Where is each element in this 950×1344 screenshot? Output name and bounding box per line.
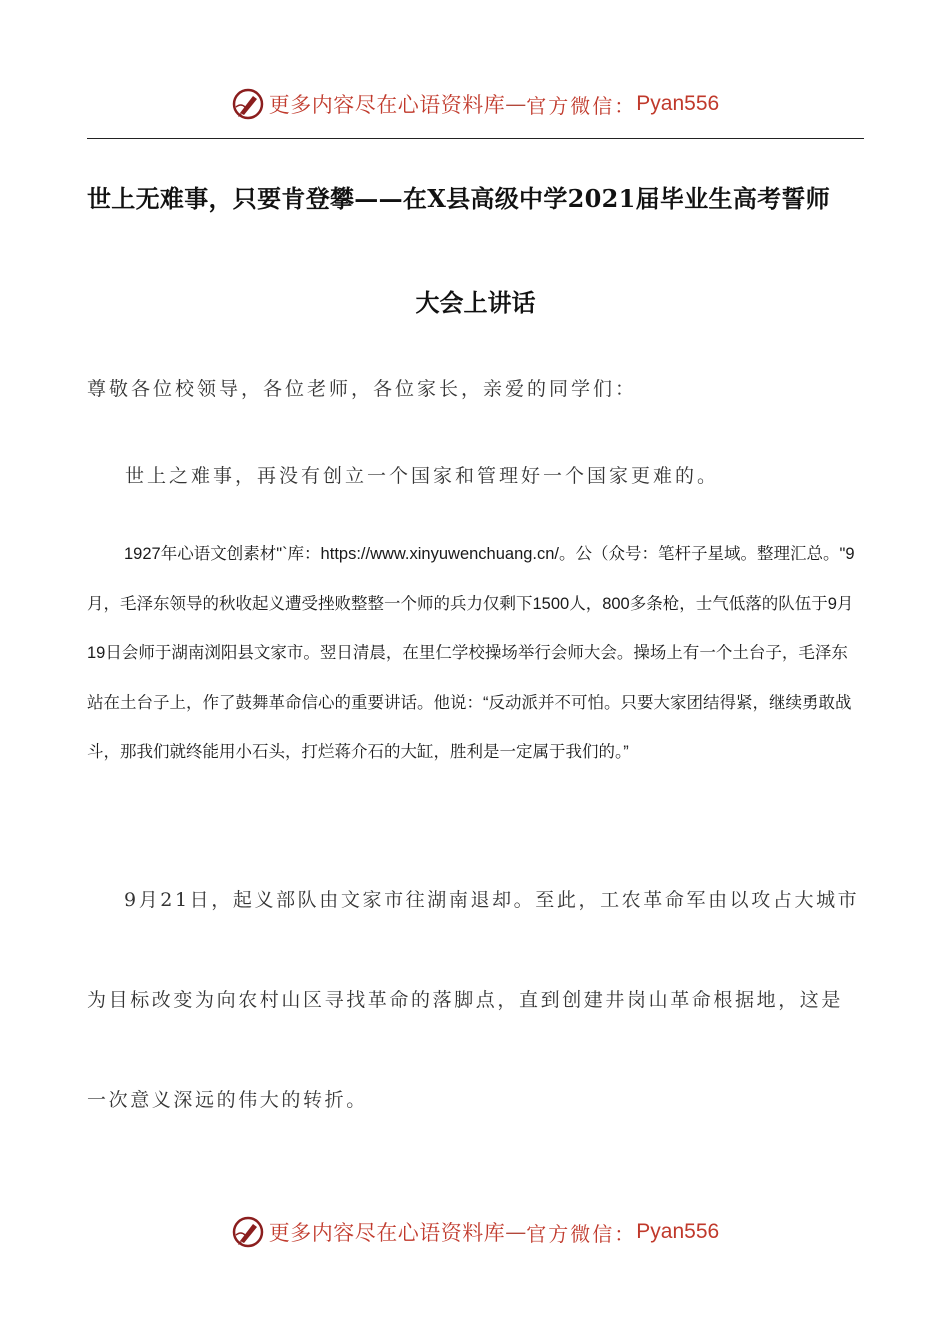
banner-brand-text: 更多内容尽在心语资料库 (268, 93, 506, 117)
opening-paragraph: 世上之难事，再没有创立一个国家和管理好一个国家更难的。 (125, 465, 720, 487)
header-banner (0, 84, 950, 124)
banner-wechat-label: 官方微信： (526, 93, 637, 118)
turning-point-paragraph: 9月21日，起义部队由文家市往湖南退却。至此，工农革命军由以攻占大城市为目标改变为向农村山区寻找革命的落脚点，直到创建井岗山革命根据地，这是一次意义深远的伟大的转折。 (87, 889, 860, 1111)
banner-wechat-id: Pyan556 (636, 92, 720, 115)
footer-banner (0, 1212, 950, 1252)
footer-brand-text: 更多内容尽在心语资料库 (268, 1221, 506, 1245)
footer-separator: — (505, 1220, 527, 1244)
history-quote-paragraph: 1927年心语文创素材"`库：https://www.xinyuwenchuang.cn/。公（众号：笔杆子星域。整理汇总。"9月，毛泽东领导的秋收起义遭受挫败整整一个师的兵力仅剩下1500人，800多条枪，士气低落的队伍于9月19日会师于湖南浏阳县文家市。翌日清晨，在里仁学校操场举行会师大会。操场上有一个土台子，毛泽东站在土台子上，作了鼓舞革命信心的重要讲话。他说：“反动派并不可怕。只要大家团结得紧，继续勇敢战斗，那我们就终能用小石头，打烂蒋介石的大缸，胜利是一定属于我们的。” (87, 545, 855, 761)
document-title-line-1: 世上无难事，只要肯登攀——在X县高级中学2021届毕业生高考誓师 (87, 184, 831, 213)
banner-separator: — (505, 92, 527, 116)
pen-logo-icon (231, 87, 265, 121)
footer-wechat-label: 官方微信： (526, 1221, 637, 1246)
greeting-paragraph: 尊敬各位校领导，各位老师，各位家长，亲爱的同学们： (87, 378, 638, 400)
footer-wechat-id: Pyan556 (636, 1220, 720, 1243)
document-title-line-2: 大会上讲话 (415, 288, 536, 317)
header-divider (87, 138, 864, 139)
pen-logo-icon (231, 1215, 265, 1249)
